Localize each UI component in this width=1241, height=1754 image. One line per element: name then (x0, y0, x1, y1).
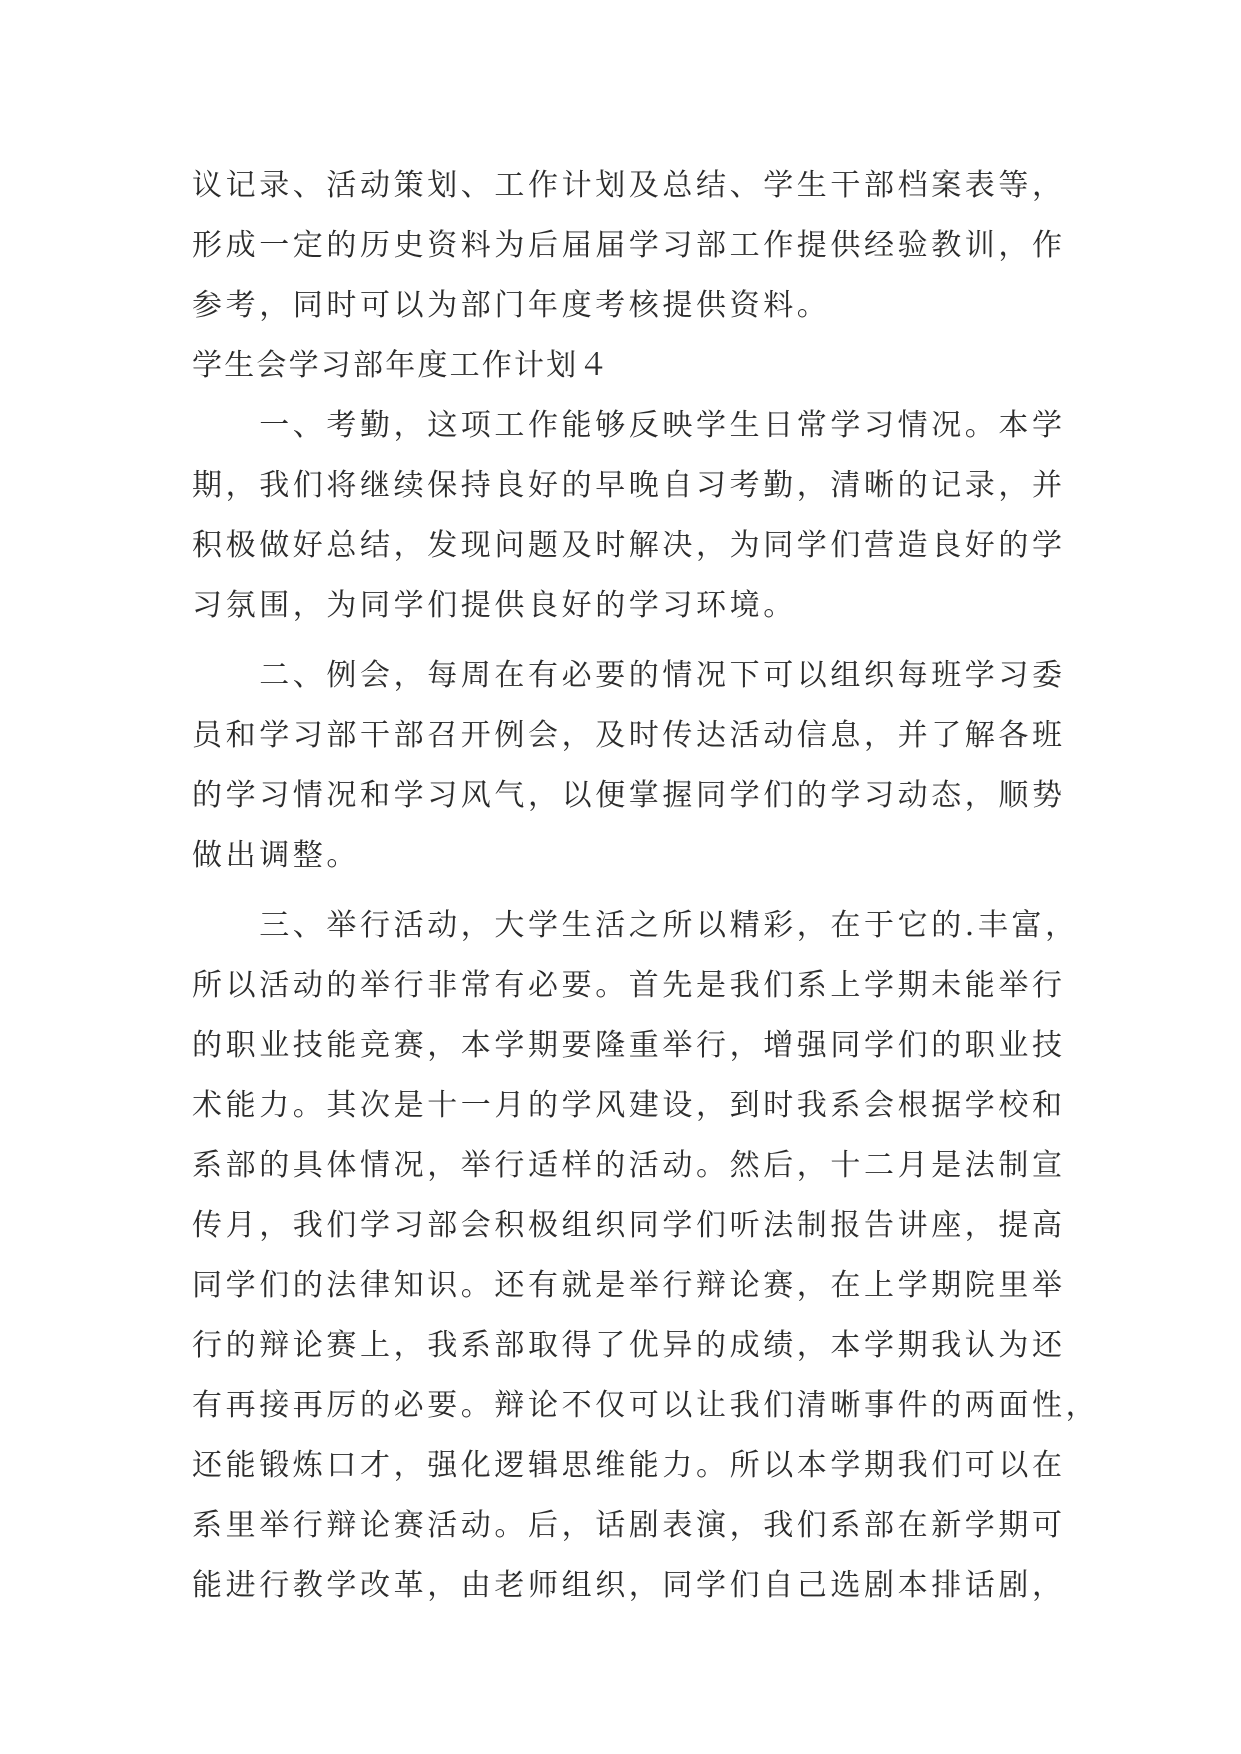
text-line: 做出调整。 (192, 838, 360, 873)
text-line: 参考，同时可以为部门年度考核提供资料。 (192, 288, 831, 323)
text-line: 还能锻炼口才，强化逻辑思维能力。所以本学期我们可以在 (192, 1448, 1066, 1483)
text-line: 有再接再厉的必要。辩论不仅可以让我们清晰事件的两面性， (192, 1388, 1100, 1423)
text-line: 习氛围，为同学们提供良好的学习环境。 (192, 588, 797, 623)
section-title: 学生会学习部年度工作计划４ (192, 348, 611, 383)
text-line: 积极做好总结，发现问题及时解决，为同学们营造良好的学 (192, 528, 1066, 563)
paragraph-gap (192, 636, 1050, 646)
text-line: 传月，我们学习部会积极组织同学们听法制报告讲座，提高 (192, 1208, 1066, 1243)
text-line: 系里举行辩论赛活动。后，话剧表演，我们系部在新学期可 (192, 1508, 1066, 1543)
text-line: 的职业技能竞赛，本学期要隆重举行，增强同学们的职业技 (192, 1028, 1066, 1063)
text-line: 能进行教学改革，由老师组织，同学们自己选剧本排话剧， (192, 1568, 1066, 1603)
text-line: 三、举行活动，大学生活之所以精彩，在于它的.丰富， (192, 908, 1079, 943)
text-line: 的学习情况和学习风气，以便掌握同学们的学习动态，顺势 (192, 778, 1066, 813)
document-body (192, 156, 1100, 1616)
text-line: 员和学习部干部召开例会，及时传达活动信息，并了解各班 (192, 718, 1066, 753)
paragraph-gap (192, 886, 1050, 896)
text-line: 议记录、活动策划、工作计划及总结、学生干部档案表等， (192, 168, 1066, 203)
text-line: 术能力。其次是十一月的学风建设，到时我系会根据学校和 (192, 1088, 1066, 1123)
text-line: 二、例会，每周在有必要的情况下可以组织每班学习委 (192, 658, 1066, 693)
text-line: 一、考勤，这项工作能够反映学生日常学习情况。本学 (192, 408, 1066, 443)
text-line: 期，我们将继续保持良好的早晚自习考勤，清晰的记录，并 (192, 468, 1066, 503)
text-line: 同学们的法律知识。还有就是举行辩论赛，在上学期院里举 (192, 1268, 1066, 1303)
text-line: 系部的具体情况，举行适样的活动。然后，十二月是法制宣 (192, 1148, 1066, 1183)
text-line: 所以活动的举行非常有必要。首先是我们系上学期未能举行 (192, 968, 1066, 1003)
text-line: 行的辩论赛上，我系部取得了优异的成绩，本学期我认为还 (192, 1328, 1066, 1363)
text-line: 形成一定的历史资料为后届届学习部工作提供经验教训，作 (192, 228, 1066, 263)
